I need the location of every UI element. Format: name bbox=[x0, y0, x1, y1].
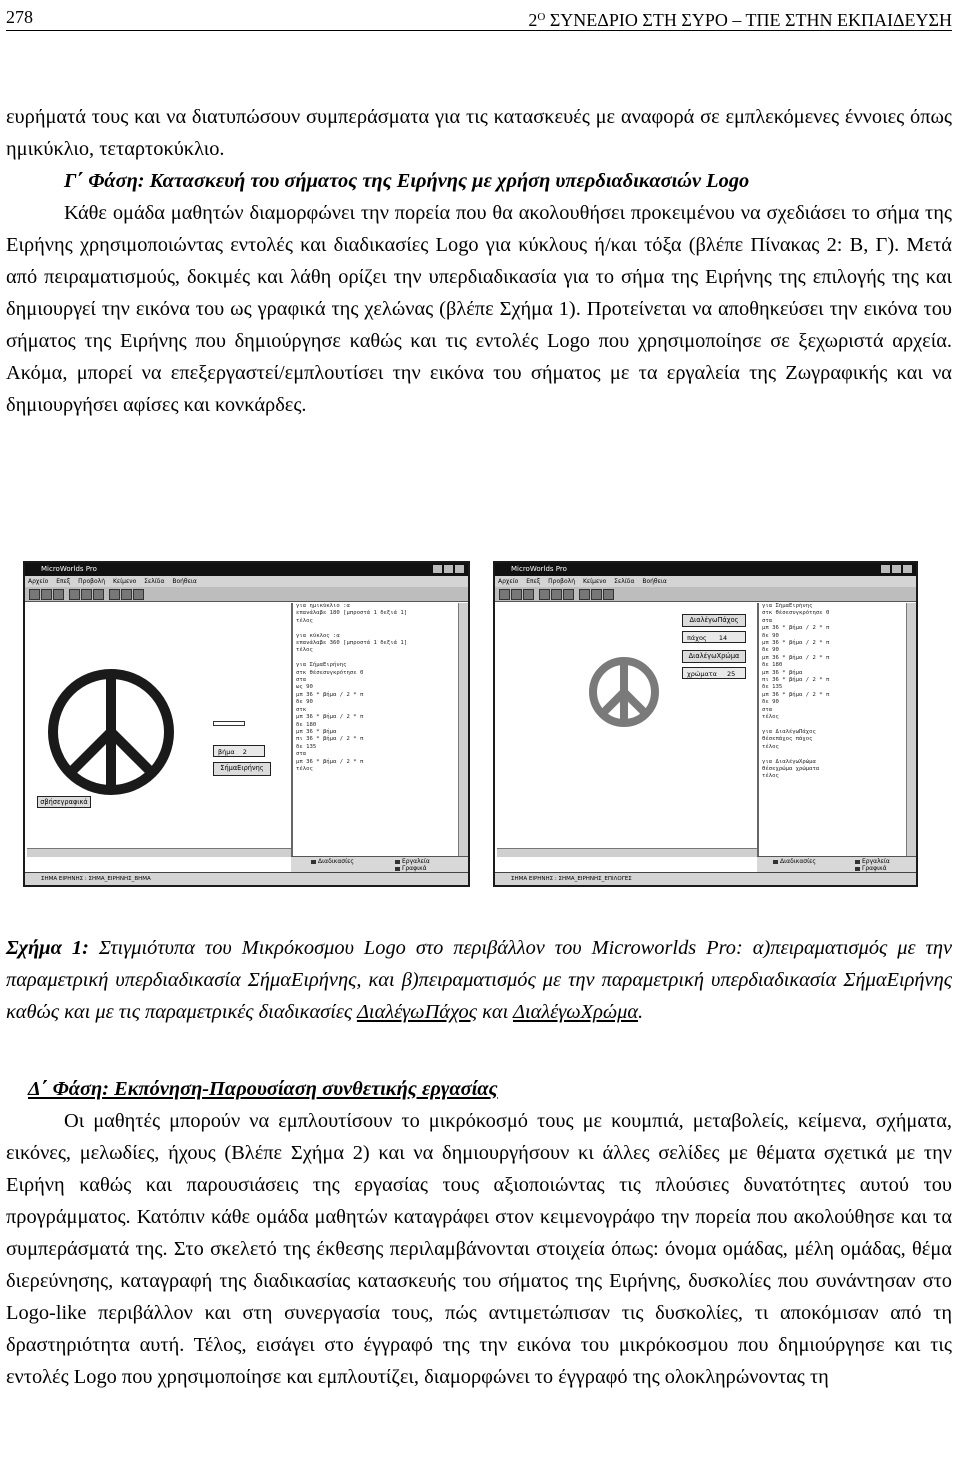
code-line: στα bbox=[762, 617, 773, 624]
save-icon[interactable] bbox=[53, 589, 64, 600]
code-line: θέσεπάχος πάχος bbox=[762, 736, 813, 743]
turtle-icon[interactable] bbox=[109, 589, 120, 600]
open-icon[interactable] bbox=[511, 589, 522, 600]
code-line: μπ 36 * βήμα / 2 * π bbox=[762, 654, 830, 661]
phase-c-heading: Γ΄ Φάση: Κατασκευή του σήματος της Ειρήνης με χρήση υπερδιαδικασιών Logo bbox=[64, 170, 750, 192]
peace-sign-button[interactable]: ΣήμαΕιρήνης bbox=[213, 762, 271, 776]
tab-tools[interactable]: Εργαλεία bbox=[395, 859, 430, 865]
tab-procedures[interactable]: Διαδικασίες bbox=[311, 859, 354, 865]
intro-paragraph: ευρήματά τους και να διατυπώσουν συμπεράσματα για τις κατασκευές με αναφορά σε εμπλεκόμενες έννοιες όπως ημικύκλιο, τεταρτοκύκλιο. bbox=[6, 106, 952, 160]
code-line: στκ bbox=[296, 706, 307, 713]
tab-procedures[interactable]: Διαδικασίες bbox=[773, 859, 816, 865]
code-line: τέλος bbox=[762, 773, 779, 780]
caption-procedure-2: ΔιαλέγωΧρώμα bbox=[513, 1001, 639, 1023]
code-line: ως 90 bbox=[296, 684, 313, 691]
menu-help[interactable]: Βοήθεια bbox=[172, 578, 197, 585]
code-line: για κύκλος :α bbox=[296, 632, 340, 639]
code-line: για ΣήμαΕιρήνης bbox=[762, 603, 813, 609]
button-tool-icon[interactable] bbox=[133, 589, 144, 600]
minimize-icon[interactable] bbox=[433, 565, 442, 573]
code-line: τέλος bbox=[296, 765, 313, 772]
close-icon[interactable] bbox=[903, 565, 912, 573]
code-line: δε 90 bbox=[762, 699, 779, 706]
text-icon[interactable] bbox=[591, 589, 602, 600]
menu-file[interactable]: Αρχείο bbox=[28, 578, 49, 585]
code-line: μπ 36 * βήμα / 2 * π bbox=[762, 691, 830, 698]
code-line bbox=[296, 625, 458, 632]
phase-d-heading: Δ΄ Φάση: Εκπόνηση-Παρουσίαση συνθετικής εργασίας bbox=[28, 1078, 498, 1100]
status-bar: ΣΗΜΑ ΕΙΡΗΝΗΣ : ΣΗΜΑ_ΕΙΡΗΝΗΣ_ΒΗΜΑ bbox=[25, 872, 468, 885]
color-slider-label: χρώματα bbox=[687, 670, 717, 678]
vertical-scrollbar[interactable] bbox=[906, 603, 916, 857]
close-icon[interactable] bbox=[455, 565, 464, 573]
clear-graphics-button[interactable]: σβήσεγραφικά bbox=[37, 796, 91, 808]
cut-icon[interactable] bbox=[69, 589, 80, 600]
code-line: δε 90 bbox=[762, 632, 779, 639]
section-body-top bbox=[6, 101, 952, 421]
window-title: MicroWorlds Pro bbox=[41, 565, 97, 573]
code-line: μπ 36 * βήμα bbox=[762, 669, 803, 676]
phase-c-paragraph: Κάθε ομάδα μαθητών διαμορφώνει την πορεία που θα ακολουθήσει προκειμένου να σχεδιάσει το σήμα της Ειρήνης χρησιμοποιώντας εντολές και διαδικασίες Logo για κύκλους ή/και τόξα (βλέπε Πίνακας 2: Β, Γ). Μετά από πειραματισμούς, δοκιμές και λάθη ορίζει την υπερδιαδικασία για το σήμα της Ειρήνης της επιλογής της και δημιουργεί την εικόνα του ως γραφικά της χελώνας (βλέπε Σχήμα 1). Προτείνεται να αποθηκεύσει την εικόνα του σήματος της Ειρήνης που δημιούργησε καθώς και τις εντολές Logo που χρησιμοποίησε σε ξεχωριστά αρχεία. Ακόμα, μπορεί να επεξεργαστεί/εμπλουτίσει την εικόνα του σήματος με τα εργαλεία της Ζωγραφικής και να δημιουργήσει αφίσες και κονκάρδες. bbox=[6, 202, 952, 416]
figure-caption bbox=[6, 932, 952, 1028]
tab-tools[interactable]: Εργαλεία bbox=[855, 859, 890, 865]
new-icon[interactable] bbox=[29, 589, 40, 600]
conference-name: ΣΥΝΕΔΡΙΟ ΣΤΗ ΣΥΡΟ – ΤΠΕ ΣΤΗΝ ΕΚΠΑΙΔΕΥΣΗ bbox=[545, 10, 952, 30]
pick-thickness-button[interactable]: ΔιαλέγωΠάχος bbox=[682, 614, 746, 627]
menu-edit[interactable]: Επεξ bbox=[56, 578, 71, 585]
thickness-slider-value: 14 bbox=[718, 634, 728, 642]
open-icon[interactable] bbox=[41, 589, 52, 600]
turtle-canvas[interactable] bbox=[497, 603, 755, 859]
code-line: στα bbox=[296, 677, 307, 684]
window-titlebar bbox=[25, 563, 468, 576]
menu-file[interactable]: Αρχείο bbox=[498, 578, 519, 585]
step-slider-track[interactable] bbox=[213, 721, 245, 726]
code-line: τέλος bbox=[296, 617, 313, 624]
code-line: τέλος bbox=[762, 714, 779, 721]
code-line: τέλος bbox=[762, 743, 779, 750]
caption-label: Σχήμα 1: bbox=[6, 937, 89, 959]
code-line: δε 180 bbox=[762, 662, 783, 669]
copy-icon[interactable] bbox=[81, 589, 92, 600]
code-line: στκ θέσεσυγκρότησε 0 bbox=[762, 610, 830, 617]
code-line: τέλος bbox=[296, 647, 313, 654]
code-line: για ΔιαλέγωΠάχος bbox=[762, 728, 816, 735]
cut-icon[interactable] bbox=[539, 589, 550, 600]
horizontal-scrollbar[interactable] bbox=[27, 848, 291, 857]
code-line: στα bbox=[762, 706, 773, 713]
code-line: μπ 36 * βήμα / 2 * π bbox=[762, 625, 830, 632]
text-icon[interactable] bbox=[121, 589, 132, 600]
code-line: πι 36 * βήμα / 2 * π bbox=[762, 677, 830, 684]
code-line: επανάλαβε 180 [μπροστά 1 δεξιά 1] bbox=[296, 610, 408, 617]
code-line bbox=[762, 751, 906, 758]
code-line: δε 135 bbox=[296, 743, 317, 750]
code-line: μπ 36 * βήμα / 2 * π bbox=[296, 714, 364, 721]
maximize-icon[interactable] bbox=[444, 565, 453, 573]
toolbar bbox=[25, 587, 468, 602]
button-tool-icon[interactable] bbox=[603, 589, 614, 600]
code-line: για ΔιαλέγωΧρώμα bbox=[762, 758, 816, 765]
tabs-bar bbox=[757, 856, 916, 873]
section-body-bottom bbox=[6, 1073, 952, 1393]
minimize-icon[interactable] bbox=[881, 565, 890, 573]
code-line: θέσεχρώμα χρώματα bbox=[762, 765, 820, 772]
thickness-slider[interactable] bbox=[682, 631, 746, 643]
menu-text[interactable]: Κείμενο bbox=[112, 578, 137, 585]
code-listing-a bbox=[296, 603, 458, 773]
tabs-bar bbox=[291, 856, 468, 873]
code-line: για ημικύκλιο :α bbox=[296, 603, 350, 609]
conference-ordinal: 2 bbox=[528, 10, 538, 30]
menu-view[interactable]: Προβολή bbox=[548, 578, 576, 585]
code-line: επανάλαβε 360 [μπροστά 1 δεξιά 1] bbox=[296, 640, 408, 647]
code-line: μπ 36 * βήμα / 2 * π bbox=[762, 640, 830, 647]
window-title: MicroWorlds Pro bbox=[511, 565, 567, 573]
ordinal-suffix: Ο bbox=[537, 11, 546, 23]
code-line: μπ 36 * βήμα / 2 * π bbox=[296, 691, 364, 698]
tab-graphics[interactable]: Γραφικά bbox=[855, 866, 887, 872]
turtle-icon[interactable] bbox=[579, 589, 590, 600]
step-slider-label: βήμα bbox=[218, 748, 235, 756]
pick-color-button[interactable]: ΔιαλέγωΧρώμα bbox=[682, 650, 746, 663]
menu-edit[interactable]: Επεξ bbox=[526, 578, 541, 585]
save-icon[interactable] bbox=[523, 589, 534, 600]
caption-end: . bbox=[638, 1001, 644, 1023]
maximize-icon[interactable] bbox=[892, 565, 901, 573]
code-line: δε 90 bbox=[762, 647, 779, 654]
code-line: δε 135 bbox=[762, 684, 783, 691]
thickness-slider-label: πάχος bbox=[687, 634, 707, 642]
screenshot-a bbox=[23, 561, 470, 887]
step-slider-value: 2 bbox=[242, 748, 247, 756]
color-slider-value: 25 bbox=[727, 670, 736, 678]
peace-sign bbox=[27, 603, 289, 859]
caption-text: Στιγμιότυπα του Μικρόκοσμου Logo στο περιβάλλον του Microworlds Pro: α)πειραματισμός με την παραμετρική υπερδιαδικασία ΣήμαΕιρήνης, και β)πειραματισμός με την παραμετρική υπερδιαδικασία ΣήμαΕιρήνης καθώς και με τις παραμετρικές διαδικασίες bbox=[6, 937, 952, 1023]
horizontal-scrollbar[interactable] bbox=[497, 848, 757, 857]
page-number: 278 bbox=[6, 7, 33, 27]
paste-icon[interactable] bbox=[93, 589, 104, 600]
caption-procedure-1: ΔιαλέγωΠάχος bbox=[356, 1001, 478, 1023]
vertical-scrollbar[interactable] bbox=[458, 603, 468, 857]
procedures-pane[interactable] bbox=[757, 603, 906, 857]
toolbar bbox=[495, 587, 916, 602]
menu-bar bbox=[495, 576, 916, 587]
procedures-pane[interactable] bbox=[291, 603, 458, 857]
menu-text[interactable]: Κείμενο bbox=[582, 578, 607, 585]
new-icon[interactable] bbox=[499, 589, 510, 600]
conference-title bbox=[528, 4, 952, 33]
phase-d-paragraph: Οι μαθητές μπορούν να εμπλουτίσουν το μικρόκοσμό τους με κουμπιά, μεταβολείς, κείμενα, σχήματα, εικόνες, μελωδίες, ήχους (Βλέπε Σχήμα 2) και να δημιουργήσουν κι άλλες σελίδες με θέματα σχετικά με την Ειρήνη καθώς και παρουσιάσεις της εργασίας τους αξιοποιώντας τις πλούσιες δυνατότητες αυτού του προγράμματος. Κατόπιν κάθε ομάδα μαθητών καταγράφει στον κειμενογράφο την πορεία που ακολούθησε και τα συμπεράσματά της. Στο σκελετό της έκθεσης περιλαμβάνονται στοιχεία όπως: όνομα ομάδας, μέλη ομάδας, θέμα διερεύνησης, καταγραφή της διαδικασίας κατασκευής του σήματος της Ειρήνης, δυσκολίες που συνάντησαν στο Logo-like περιβάλλον και στη συνεργασία τους, πώς αντιμετώπισαν τις δυσκολίες, τι αποκόμισαν από τη δραστηριότητα αυτή. Τέλος, εισάγει στο έγγραφό της την εικόνα του μικρόκοσμου που δημιούργησε και τις εντολές Logo που χρησιμοποίησε και εμπλουτίζει, διαμορφώνει το έγγραφό της ολοκληρώνοντας τη bbox=[6, 1110, 952, 1388]
code-line: μπ 36 * βήμα bbox=[296, 728, 337, 735]
code-line: στα bbox=[296, 751, 307, 758]
code-line: για ΣήμαΕιρήνης bbox=[296, 662, 347, 669]
screenshot-b bbox=[493, 561, 918, 887]
menu-bar bbox=[25, 576, 468, 587]
window-titlebar bbox=[495, 563, 916, 576]
code-listing-b bbox=[762, 603, 906, 781]
caption-and: και bbox=[477, 1001, 513, 1023]
code-line bbox=[762, 722, 906, 729]
step-slider[interactable] bbox=[213, 745, 265, 757]
menu-page[interactable]: Σελίδα bbox=[144, 578, 165, 585]
code-line: μπ 36 * βήμα / 2 * π bbox=[296, 758, 364, 765]
code-line: πι 36 * βήμα / 2 * π bbox=[296, 736, 364, 743]
menu-view[interactable]: Προβολή bbox=[78, 578, 106, 585]
code-line: δε 90 bbox=[296, 699, 313, 706]
code-line: στκ θέσεσυγκρότησε 0 bbox=[296, 669, 364, 676]
paste-icon[interactable] bbox=[563, 589, 574, 600]
menu-help[interactable]: Βοήθεια bbox=[642, 578, 667, 585]
color-slider[interactable] bbox=[682, 667, 746, 679]
code-line: δε 180 bbox=[296, 721, 317, 728]
status-bar: ΣΗΜΑ ΕΙΡΗΝΗΣ : ΣΗΜΑ_ΕΙΡΗΝΗΣ_ΕΠΙΛΟΓΕΣ bbox=[495, 872, 916, 885]
menu-page[interactable]: Σελίδα bbox=[614, 578, 635, 585]
turtle-canvas[interactable] bbox=[27, 603, 289, 859]
copy-icon[interactable] bbox=[551, 589, 562, 600]
tab-graphics[interactable]: Γραφικά bbox=[395, 866, 427, 872]
running-header bbox=[6, 4, 952, 31]
